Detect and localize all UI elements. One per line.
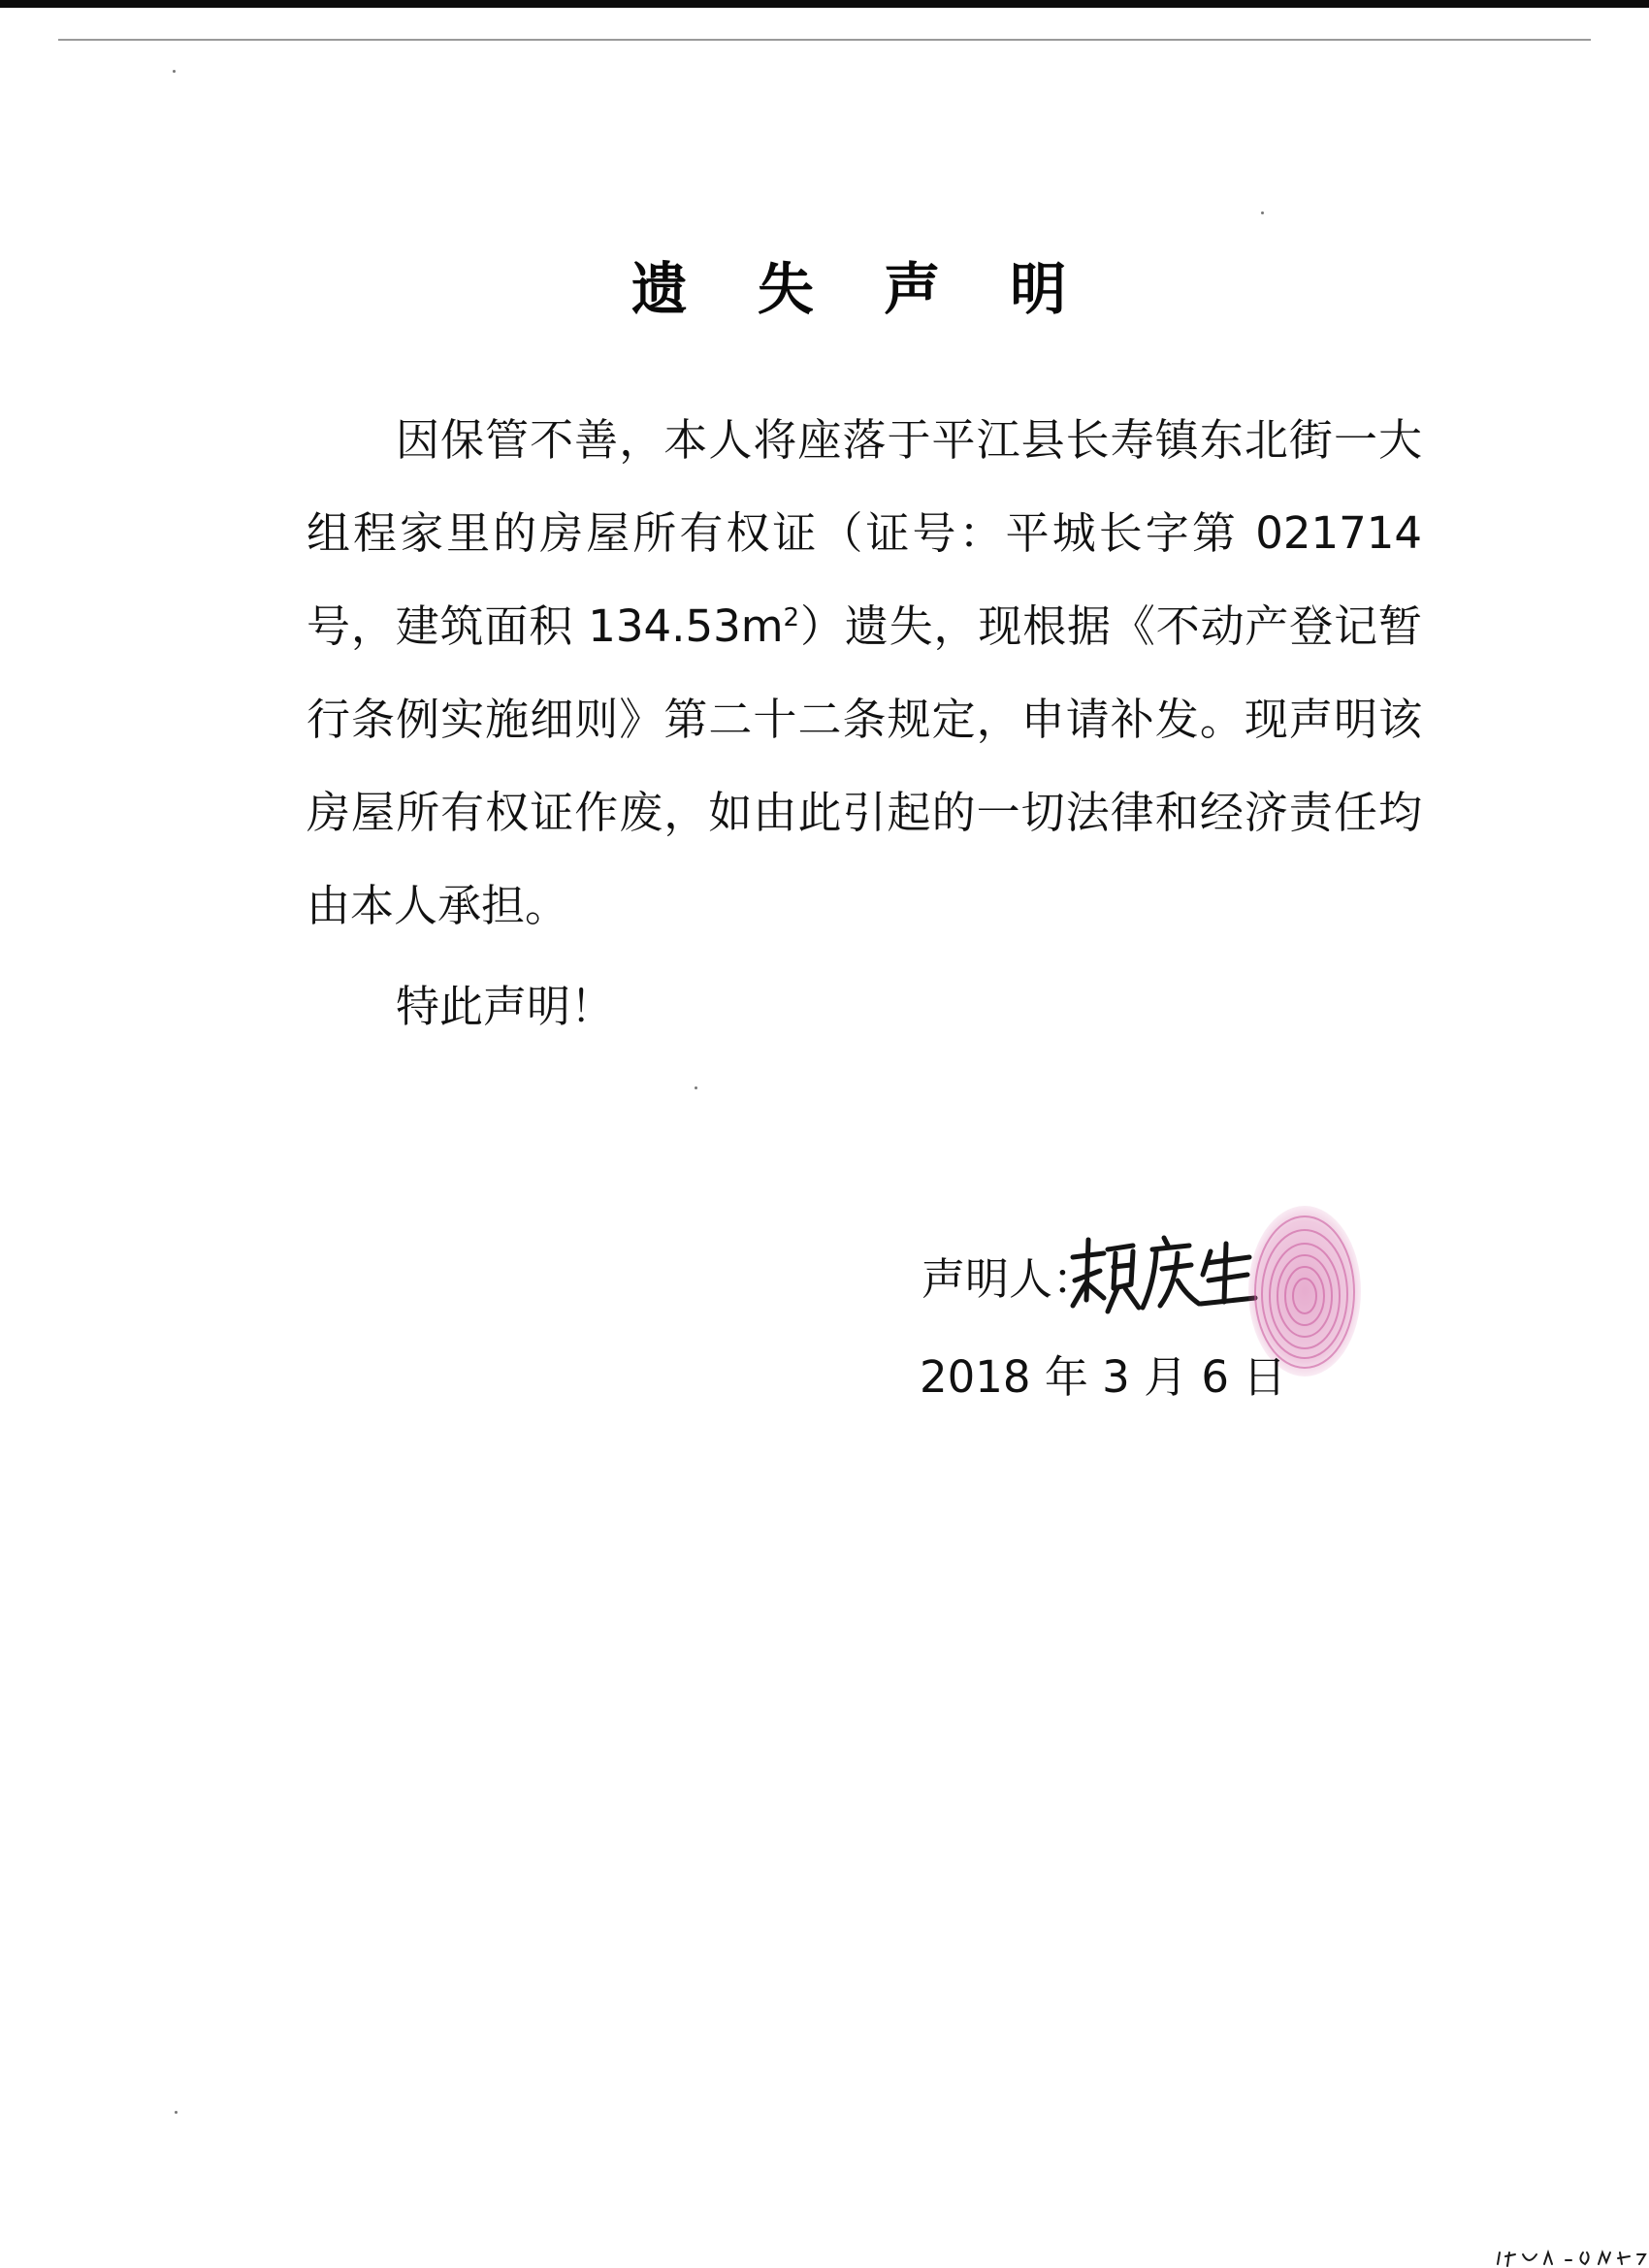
body-text-part-1: 因保管不善，本人将座落于平江县长寿镇东北街一大组程家里的房屋所有权证（证号：平城长字第 021714 号，建筑面积 134.53m	[307, 414, 1422, 652]
scan-speck	[1261, 211, 1264, 214]
body-text-part-2: ）遗失，现根据《不动产登记暂行条例实施细则》第二十二条规定，申请补发。现声明该房屋所有权证作废，如由此引起的一切法律和经济责任均由本人承担。	[307, 600, 1422, 931]
handwritten-signature	[1065, 1224, 1259, 1321]
closing-statement: 特此声明！	[396, 981, 615, 1032]
declaration-body	[307, 394, 1422, 953]
area-unit-superscript: 2	[783, 603, 800, 632]
document-title: 遗 失 声 明	[630, 256, 1092, 322]
declaration-date: 2018 年 3 月 6 日	[920, 1351, 1287, 1403]
scan-speck	[173, 70, 176, 73]
scan-speck	[695, 1086, 697, 1089]
declarant-label: 声明人：	[922, 1253, 1097, 1305]
scan-rule-line	[58, 39, 1591, 41]
corner-handwriting-mark	[1494, 2247, 1649, 2268]
scan-speck	[175, 2111, 178, 2114]
scan-edge-bar	[0, 0, 1649, 8]
